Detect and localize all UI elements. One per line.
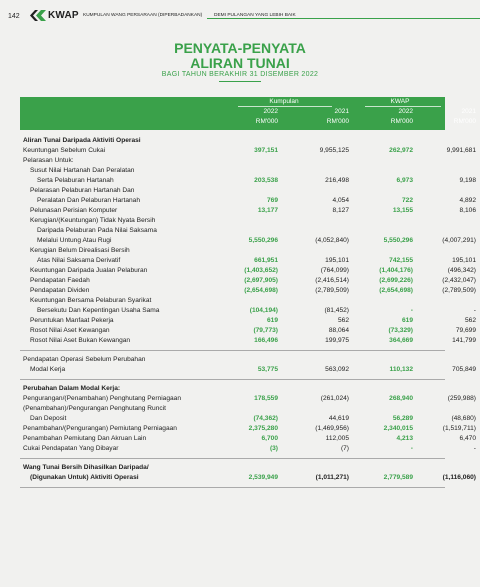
row-value-col-4: 195,101 xyxy=(452,257,476,264)
row-value-col-4: 9,991,681 xyxy=(446,147,476,154)
table-row xyxy=(20,186,445,196)
row-value-col-1: 2,539,949 xyxy=(248,474,278,481)
row-value-col-1: 203,538 xyxy=(254,177,278,184)
row-value-col-2: 199,975 xyxy=(325,337,349,344)
table-row xyxy=(20,434,476,444)
title-underline xyxy=(219,81,261,82)
row-value-col-2: 563,092 xyxy=(325,366,349,373)
row-value-col-2: 195,101 xyxy=(325,257,349,264)
row-value-col-3: 2,779,589 xyxy=(383,474,413,481)
row-label: Pendapatan Faedah xyxy=(30,277,90,284)
table-row xyxy=(20,266,476,276)
row-value-col-3: 13,155 xyxy=(392,207,413,214)
row-label: Wang Tunai Bersih Dihasilkan Daripada/ xyxy=(23,464,149,471)
row-value-col-2: 8,127 xyxy=(332,207,349,214)
table-row xyxy=(20,414,476,424)
table-row xyxy=(20,276,476,286)
row-value-col-3: 6,973 xyxy=(396,177,413,184)
row-divider xyxy=(20,487,445,488)
row-value-col-2: (1,469,956) xyxy=(315,425,349,432)
row-label: Peralatan Dan Pelaburan Hartanah xyxy=(37,197,141,204)
table-row xyxy=(20,216,445,226)
row-value-col-4: (1,116,060) xyxy=(442,474,476,481)
row-label: Atas Nilai Saksama Derivatif xyxy=(37,257,121,264)
row-value-col-2: (4,052,840) xyxy=(315,237,349,244)
row-label: Pelarasan Pelaburan Hartanah Dan xyxy=(30,187,135,194)
table-row xyxy=(20,424,476,434)
page-number: 142 xyxy=(8,13,20,20)
row-value-col-4: (1,519,711) xyxy=(442,425,476,432)
row-label: Cukai Pendapatan Yang Dibayar xyxy=(23,445,119,452)
unit-col-3: RM'000 xyxy=(390,118,413,125)
row-label: Penambahan Pemiutang Dan Akruan Lain xyxy=(23,435,147,442)
table-row xyxy=(20,463,445,473)
row-label: Bersekutu Dan Kepentingan Usaha Sama xyxy=(37,307,160,314)
row-value-col-1: 769 xyxy=(266,197,278,204)
row-value-col-2: (1,011,271) xyxy=(315,474,349,481)
row-value-col-3: (2,654,698) xyxy=(379,287,413,294)
row-value-col-3: 56,289 xyxy=(392,415,413,422)
row-label: Pelarasan Untuk: xyxy=(23,157,74,164)
kwap-logo-icon xyxy=(30,10,46,21)
row-value-col-2: (7) xyxy=(340,445,349,452)
row-value-col-3: - xyxy=(410,307,413,314)
row-value-col-4: - xyxy=(473,307,476,314)
row-value-col-1: (104,194) xyxy=(249,307,278,314)
table-row xyxy=(20,355,445,365)
row-value-col-1: 619 xyxy=(266,317,278,324)
row-value-col-4: (2,432,047) xyxy=(442,277,476,284)
table-row xyxy=(20,286,476,296)
row-value-col-3: 722 xyxy=(401,197,413,204)
row-value-col-2: 88,064 xyxy=(328,327,349,334)
row-label: Dan Deposit xyxy=(30,415,67,422)
row-value-col-4: 141,799 xyxy=(452,337,476,344)
table-row xyxy=(20,226,445,236)
year-col-3: 2022 xyxy=(398,108,413,115)
row-value-col-3: 364,669 xyxy=(389,337,413,344)
row-value-col-2: 4,054 xyxy=(332,197,349,204)
unit-col-4: RM'000 xyxy=(453,118,476,125)
row-divider xyxy=(20,379,445,380)
row-gap xyxy=(20,488,445,492)
row-value-col-3: - xyxy=(410,445,413,452)
table-row xyxy=(20,136,445,146)
group-kumpulan-rule xyxy=(238,106,332,107)
table-row xyxy=(20,473,476,483)
unit-col-2: RM'000 xyxy=(326,118,349,125)
row-label: Pelunasan Perisian Komputer xyxy=(30,207,118,214)
row-value-col-3: (1,404,176) xyxy=(379,267,413,274)
row-value-col-1: 13,177 xyxy=(257,207,278,214)
group-kwap-rule xyxy=(365,106,441,107)
table-row xyxy=(20,316,476,326)
year-col-4: 2021 xyxy=(461,108,476,115)
page-subtitle: BAGI TAHUN BERAKHIR 31 DISEMBER 2022 xyxy=(161,71,319,78)
row-value-col-3: 5,550,296 xyxy=(383,237,413,244)
row-label: Melalui Untung Atau Rugi xyxy=(37,237,112,244)
table-row xyxy=(20,206,476,216)
row-value-col-1: (2,697,905) xyxy=(244,277,278,284)
row-value-col-1: 178,559 xyxy=(254,395,278,402)
table-row xyxy=(20,166,445,176)
group-kumpulan: Kumpulan xyxy=(269,98,299,105)
row-value-col-4: (48,680) xyxy=(451,415,476,422)
table-row xyxy=(20,296,445,306)
row-value-col-2: (2,416,514) xyxy=(315,277,349,284)
row-value-col-2: 562 xyxy=(337,317,349,324)
row-value-col-4: (2,789,509) xyxy=(442,287,476,294)
row-value-col-3: 268,940 xyxy=(389,395,413,402)
table-row xyxy=(20,384,445,394)
header-divider xyxy=(207,18,480,19)
row-value-col-3: (2,699,226) xyxy=(379,277,413,284)
row-label: Keuntungan Sebelum Cukai xyxy=(23,147,106,154)
row-value-col-2: 112,005 xyxy=(325,435,349,442)
row-value-col-4: 562 xyxy=(464,317,476,324)
logo-text: KWAP xyxy=(48,10,79,21)
row-value-col-1: (74,362) xyxy=(253,415,278,422)
row-label: Rosot Nilai Aset Kewangan xyxy=(30,327,110,334)
row-label: Susut Nilai Hartanah Dan Peralatan xyxy=(30,167,135,174)
row-label: Kerugian/(Keuntungan) Tidak Nyata Bersih xyxy=(30,217,156,224)
row-value-col-2: 216,498 xyxy=(325,177,349,184)
row-value-col-2: (2,789,509) xyxy=(315,287,349,294)
table-row xyxy=(20,146,476,156)
row-value-col-2: (261,024) xyxy=(320,395,349,402)
row-divider xyxy=(20,458,445,459)
row-value-col-1: (1,403,652) xyxy=(244,267,278,274)
row-label: (Digunakan Untuk) Aktiviti Operasi xyxy=(30,474,139,481)
tagline: DEMI PULANGAN YANG LEBIH BAIK xyxy=(211,13,299,18)
table-row xyxy=(20,246,445,256)
table-row xyxy=(20,404,445,414)
row-divider xyxy=(20,350,445,351)
table-row xyxy=(20,394,476,404)
row-label: Pendapatan Dividen xyxy=(30,287,90,294)
row-value-col-1: (2,654,698) xyxy=(244,287,278,294)
row-label: Rosot Nilai Aset Bukan Kewangan xyxy=(30,337,131,344)
row-label: Pengurangan/(Penambahan) Penghutang Perniagaan xyxy=(23,395,182,402)
group-kwap: KWAP xyxy=(390,98,410,105)
row-value-col-1: (79,773) xyxy=(253,327,278,334)
row-value-col-1: 2,375,280 xyxy=(248,425,278,432)
row-value-col-3: 110,132 xyxy=(389,366,413,373)
row-value-col-1: 6,700 xyxy=(261,435,278,442)
row-value-col-3: 262,972 xyxy=(389,147,413,154)
table-row xyxy=(20,306,476,316)
table-row xyxy=(20,196,476,206)
page-title-line1: PENYATA-PENYATA xyxy=(174,40,306,56)
table-row xyxy=(20,336,476,346)
row-label: Keuntungan Daripada Jualan Pelaburan xyxy=(30,267,148,274)
row-label: Daripada Pelaburan Pada Nilai Saksama xyxy=(37,227,157,234)
row-label: Kerugian Belum Direalisasi Bersih xyxy=(30,247,130,254)
row-value-col-2: 44,619 xyxy=(328,415,349,422)
kwap-logo xyxy=(30,10,79,21)
row-label: Pendapatan Operasi Sebelum Perubahan xyxy=(23,356,146,363)
row-value-col-4: (259,988) xyxy=(447,395,476,402)
row-label: Aliran Tunai Daripada Aktiviti Operasi xyxy=(23,137,141,144)
row-value-col-4: (4,007,291) xyxy=(442,237,476,244)
row-value-col-2: (764,099) xyxy=(320,267,349,274)
row-value-col-4: 4,892 xyxy=(459,197,476,204)
table-row xyxy=(20,365,476,375)
cash-flow-table xyxy=(20,136,476,492)
year-col-2: 2021 xyxy=(334,108,349,115)
row-value-col-1: 53,775 xyxy=(257,366,278,373)
row-value-col-1: 166,496 xyxy=(254,337,278,344)
row-value-col-4: 6,470 xyxy=(459,435,476,442)
unit-col-1: RM'000 xyxy=(255,118,278,125)
row-label: Penambahan/(Pengurangan) Pemiutang Perniagaan xyxy=(23,425,177,432)
row-value-col-1: 397,151 xyxy=(254,147,278,154)
organization-name: KUMPULAN WANG PERSARAAN (DIPERBADANKAN) xyxy=(83,13,203,18)
table-row xyxy=(20,176,476,186)
row-value-col-4: 9,198 xyxy=(459,177,476,184)
table-row xyxy=(20,236,476,246)
row-value-col-4: 8,106 xyxy=(459,207,476,214)
table-header xyxy=(20,97,476,130)
table-row xyxy=(20,156,445,166)
row-value-col-4: (496,342) xyxy=(447,267,476,274)
row-label: (Penambahan)/Pengurangan Penghutang Runcit xyxy=(23,405,166,412)
row-value-col-4: - xyxy=(473,445,476,452)
row-value-col-4: 79,699 xyxy=(455,327,476,334)
row-value-col-3: 4,213 xyxy=(396,435,413,442)
page-title-line2: ALIRAN TUNAI xyxy=(190,55,290,71)
row-value-col-1: 661,951 xyxy=(254,257,278,264)
row-value-col-3: 742,155 xyxy=(389,257,413,264)
page-header xyxy=(0,0,480,30)
row-label: Keuntungan Bersama Pelaburan Syarikat xyxy=(30,297,152,304)
row-label: Modal Kerja xyxy=(30,366,66,373)
row-value-col-3: 2,340,015 xyxy=(383,425,413,432)
row-value-col-1: (3) xyxy=(269,445,278,452)
row-label: Serta Pelaburan Hartanah xyxy=(37,177,114,184)
row-value-col-3: 619 xyxy=(401,317,413,324)
table-row xyxy=(20,256,476,266)
row-value-col-1: 5,550,296 xyxy=(248,237,278,244)
year-col-1: 2022 xyxy=(263,108,278,115)
row-label: Perubahan Dalam Modal Kerja: xyxy=(23,385,121,392)
row-value-col-4: 705,849 xyxy=(452,366,476,373)
row-value-col-3: (73,329) xyxy=(388,327,413,334)
row-label: Peruntukan Manfaat Pekerja xyxy=(30,317,114,324)
row-value-col-2: 9,955,125 xyxy=(319,147,349,154)
table-row xyxy=(20,326,476,336)
row-value-col-2: (81,452) xyxy=(324,307,349,314)
table-row xyxy=(20,444,476,454)
